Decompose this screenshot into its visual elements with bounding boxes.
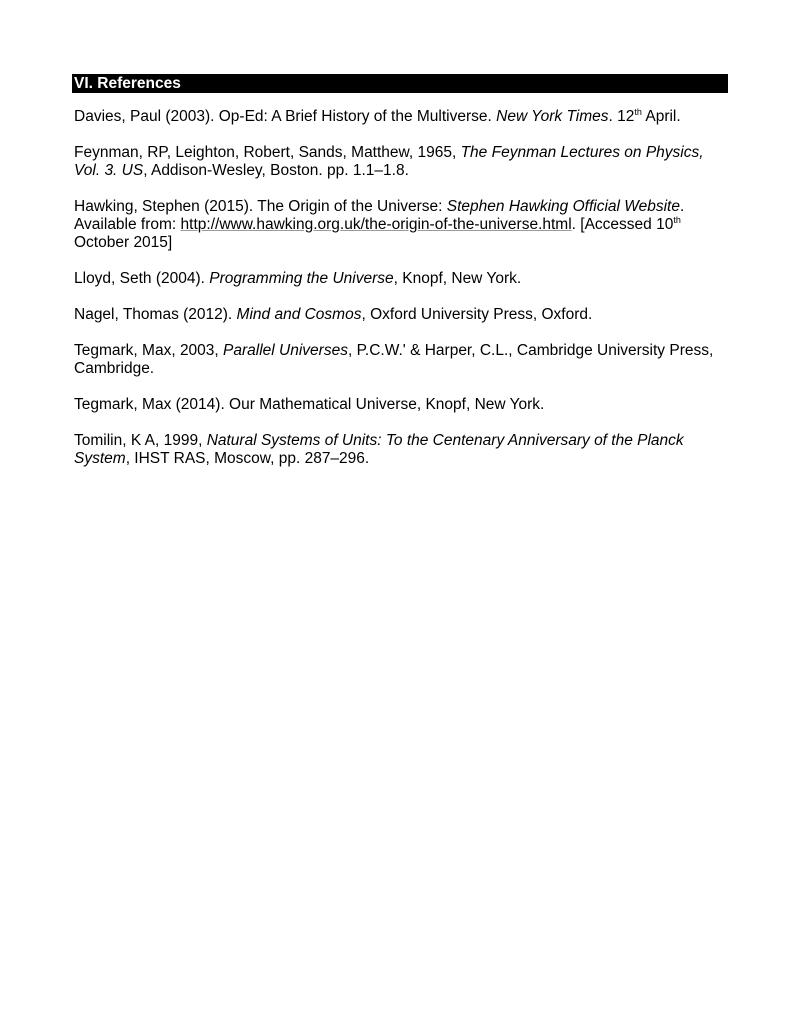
reference-title: The Feynman Lectures on Physics, Vol. 3. US (74, 144, 704, 179)
section-heading (72, 74, 728, 93)
reference-url-link[interactable]: http://www.hawking.org.uk/the-origin-of-the-universe.html (180, 216, 572, 233)
reference-title: Parallel Universes (223, 342, 348, 359)
reference-tomilin (74, 432, 724, 468)
reference-title: Stephen Hawking Official Website (446, 198, 680, 215)
references-list (74, 108, 724, 486)
reference-text: , Oxford University Press, Oxford. (361, 306, 593, 323)
reference-title: New York Times (496, 108, 609, 125)
reference-davies (74, 108, 724, 126)
reference-text: . Available from: (74, 198, 685, 233)
reference-text: Nagel, Thomas (2012). (74, 306, 237, 323)
reference-text: Lloyd, Seth (2004). (74, 270, 210, 287)
reference-title: Natural Systems of Units: To the Centenary Anniversary of the Planck System (74, 432, 684, 467)
ordinal-suffix: th (673, 215, 681, 225)
reference-title: Programming the Universe (209, 270, 394, 287)
reference-feynman (74, 144, 724, 180)
reference-text: Davies, Paul (2003). Op-Ed: A Brief History of the Multiverse. (74, 108, 497, 125)
reference-tegmark-2003 (74, 342, 724, 378)
section-title: VI. References (74, 75, 181, 92)
reference-text: . [Accessed 10 (571, 216, 674, 233)
reference-hawking (74, 198, 724, 252)
ordinal-suffix: th (634, 107, 642, 117)
reference-text: . 12 (608, 108, 635, 125)
reference-text: Feynman, RP, Leighton, Robert, Sands, Matthew, 1965, (74, 144, 461, 161)
reference-text: Hawking, Stephen (2015). The Origin of the Universe: (74, 198, 447, 215)
reference-text: April. (641, 108, 681, 125)
reference-nagel (74, 306, 724, 324)
reference-text: October 2015] (74, 234, 173, 251)
reference-title: Mind and Cosmos (236, 306, 362, 323)
reference-text: Tomilin, K A, 1999, (74, 432, 207, 449)
reference-text: , Knopf, New York. (393, 270, 522, 287)
reference-text: , P.C.W.' & Harper, C.L., Cambridge University Press, Cambridge. (74, 342, 714, 377)
reference-text: Tegmark, Max, 2003, (74, 342, 224, 359)
reference-text: , Addison-Wesley, Boston. pp. 1.1–1.8. (143, 162, 409, 179)
reference-tegmark-2014 (74, 396, 724, 414)
reference-text: , IHST RAS, Moscow, pp. 287–296. (125, 450, 370, 467)
reference-text: Tegmark, Max (2014). Our Mathematical Universe, Knopf, New York. (74, 396, 545, 413)
reference-lloyd (74, 270, 724, 288)
